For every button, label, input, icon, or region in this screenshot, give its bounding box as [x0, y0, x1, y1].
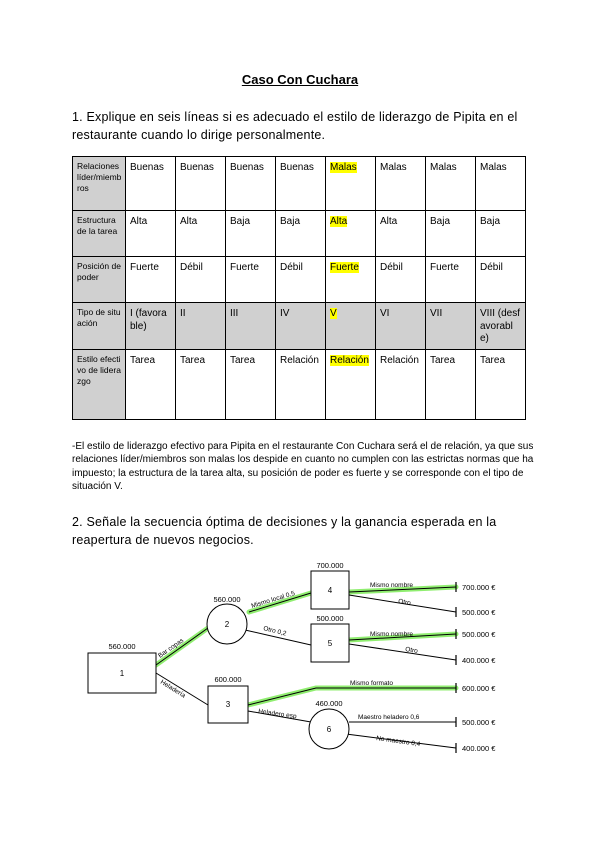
cell-text: III — [230, 308, 239, 319]
cell-text: VI — [380, 308, 390, 319]
branch-label-heladeria: Heladería — [158, 678, 187, 700]
cell-text: Débil — [180, 262, 203, 273]
table-cell — [476, 257, 526, 303]
table-cell — [376, 211, 426, 257]
fiedler-table — [72, 156, 526, 420]
cell-text: Malas — [480, 162, 507, 173]
cell-text: I (favorable) — [130, 308, 167, 332]
table-cell — [126, 349, 176, 419]
table-cell — [326, 257, 376, 303]
table-cell — [476, 303, 526, 350]
node-4-label: 4 — [327, 586, 333, 595]
table-cell — [376, 257, 426, 303]
question-2: 2. Señale la secuencia óptima de decisiones y la ganancia esperada en la reapertura de nuevos negocios. — [72, 515, 497, 547]
branch-label-otro-02: Otro 0,2 — [262, 625, 287, 638]
table-cell — [276, 211, 326, 257]
table-cell — [276, 257, 326, 303]
branch-label-no-maestro: No maestro 0,4 — [375, 735, 421, 749]
cell-text: Fuerte — [430, 262, 459, 273]
table-cell — [226, 257, 276, 303]
table-cell — [326, 349, 376, 419]
branch-label-otro-b: Otro — [404, 646, 419, 655]
row-header: Relaciones líder/miembros — [73, 157, 126, 211]
cell-text: Buenas — [130, 162, 164, 173]
row-header: Estructura de la tarea — [73, 211, 126, 257]
node-6-value: 460.000 — [315, 699, 343, 708]
table-row — [73, 303, 526, 350]
cell-text: Tarea — [130, 354, 156, 366]
cell-text: Buenas — [230, 162, 264, 173]
cell-text: Alta — [380, 216, 398, 227]
table-cell — [326, 211, 376, 257]
table-cell — [126, 257, 176, 303]
cell-text: Malas — [330, 162, 357, 173]
tree-branches — [156, 587, 456, 748]
cell-text: Malas — [380, 162, 407, 173]
table-cell — [276, 303, 326, 350]
node-1-label: 1 — [119, 669, 125, 678]
document-title: Caso Con Cuchara — [241, 72, 359, 87]
table-cell — [376, 303, 426, 350]
cell-text: Alta — [130, 216, 148, 227]
node-2-value: 560.000 — [213, 595, 241, 604]
table-cell — [376, 157, 426, 211]
table-cell — [476, 157, 526, 211]
table-cell — [176, 257, 226, 303]
branch-label-mismo-local: Mismo local 0,5 — [250, 590, 296, 610]
table-cell — [426, 157, 476, 211]
table-cell — [126, 303, 176, 350]
branch-label-bar-copas: Bar copas — [157, 637, 186, 660]
cell-text: Alta — [180, 216, 198, 227]
question-1: 1. Explique en seis líneas si es adecuado el estilo de liderazgo de Pipita en el restaurante cuando lo dirige personalmente. — [72, 110, 518, 142]
node-3-value: 600.000 — [214, 675, 242, 684]
cell-text: Relación — [330, 354, 369, 366]
table-cell — [226, 349, 276, 419]
cell-text: VIII (desfavorable) — [480, 308, 521, 344]
cell-text: Débil — [280, 262, 303, 273]
payoff-3: 500.000 € — [462, 630, 496, 639]
cell-text: Alta — [330, 216, 348, 227]
table-cell — [226, 157, 276, 211]
table-row — [73, 349, 526, 419]
row-header: Posición de poder — [73, 257, 126, 303]
cell-text: Buenas — [180, 162, 214, 173]
cell-text: Malas — [430, 162, 457, 173]
table-row — [73, 211, 526, 257]
cell-text: Fuerte — [130, 262, 159, 273]
cell-text: Débil — [480, 262, 503, 273]
cell-text: Baja — [430, 216, 451, 227]
node-5-label: 5 — [327, 639, 333, 648]
cell-text: Baja — [480, 216, 501, 227]
cell-text: Débil — [380, 262, 403, 273]
payoff-5: 600.000 € — [462, 684, 496, 693]
cell-text: IV — [280, 308, 290, 319]
answer-1: -El estilo de liderazgo efectivo para Pipita en el restaurante Con Cuchara será el de relación, ya que sus relaciones líder/miembros son malas los despide en cuanto no cumplen con las estrictas normas que ha impuesto; la estructura de la tarea alta, su posición de poder es fuerte y se corresponde con el tipo de situación V. — [72, 441, 534, 492]
node-4-value: 700.000 — [316, 561, 344, 570]
row-header: Estilo efectivo de liderazgo — [73, 349, 126, 419]
cell-text: Buenas — [280, 162, 314, 173]
table-cell — [126, 157, 176, 211]
table-row — [73, 257, 526, 303]
row-header: Tipo de situación — [73, 303, 126, 350]
node-2-label: 2 — [224, 620, 230, 629]
branch-heladeria — [156, 673, 208, 705]
payoff-4: 400.000 € — [462, 656, 496, 665]
table-cell — [176, 211, 226, 257]
branch-label-heladero-esp: Heladero esp — [257, 708, 297, 721]
cell-text: Fuerte — [230, 262, 259, 273]
branch-label-maestro-heladero: Maestro heladero 0,6 — [358, 714, 420, 721]
payoff-7: 400.000 € — [462, 744, 496, 753]
table-cell — [276, 349, 326, 419]
cell-text: Tarea — [230, 354, 256, 366]
table-cell — [176, 157, 226, 211]
table-cell — [326, 303, 376, 350]
cell-text: Baja — [230, 216, 251, 227]
branch-label-mismo-formato: Mismo formato — [350, 680, 393, 687]
table-cell — [376, 349, 426, 419]
branch-label-otro-a: Otro — [397, 598, 412, 607]
table-row — [73, 157, 526, 211]
cell-text: Tarea — [480, 354, 506, 366]
cell-text: V — [330, 308, 337, 319]
table-cell — [426, 211, 476, 257]
node-6-label: 6 — [326, 725, 332, 734]
table-cell — [226, 211, 276, 257]
cell-text: II — [180, 308, 186, 319]
table-cell — [426, 257, 476, 303]
node-1-value: 560.000 — [108, 642, 136, 651]
table-cell — [476, 349, 526, 419]
cell-text: Tarea — [180, 354, 206, 366]
table-cell — [426, 303, 476, 350]
table-cell — [176, 303, 226, 350]
cell-text: Relación — [280, 354, 319, 366]
node-5-value: 500.000 — [316, 614, 344, 623]
cell-text: Fuerte — [330, 262, 359, 273]
branch-bar-copas — [156, 628, 208, 665]
cell-text: Baja — [280, 216, 301, 227]
table-cell — [176, 349, 226, 419]
branch-label-mismo-nombre-a: Mismo nombre — [370, 582, 413, 589]
table-cell — [426, 349, 476, 419]
table-cell — [476, 211, 526, 257]
node-3-label: 3 — [225, 700, 231, 709]
table-cell — [126, 211, 176, 257]
table-cell — [326, 157, 376, 211]
cell-text: VII — [430, 308, 443, 319]
payoff-6: 500.000 € — [462, 718, 496, 727]
payoff-2: 500.000 € — [462, 608, 496, 617]
table-cell — [226, 303, 276, 350]
payoff-1: 700.000 € — [462, 583, 496, 592]
cell-text: Tarea — [430, 354, 456, 366]
branch-label-mismo-nombre-b: Mismo nombre — [370, 631, 413, 638]
branch-otro-b — [349, 644, 456, 660]
cell-text: Relación — [380, 354, 419, 366]
decision-tree — [0, 550, 600, 770]
table-cell — [276, 157, 326, 211]
